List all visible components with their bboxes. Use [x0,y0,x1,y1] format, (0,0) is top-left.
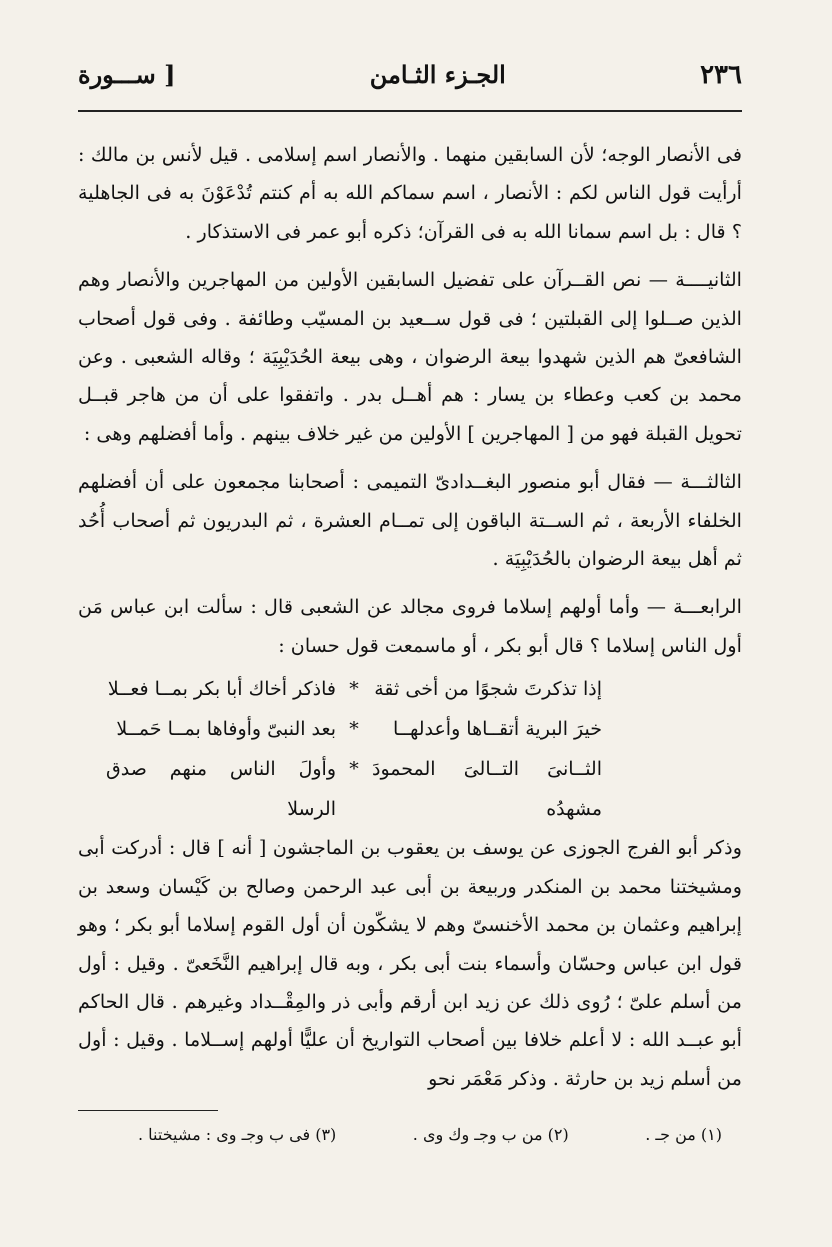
verse-first-hemistich: خيرَ البرية أتقــاها وأعدلهــا [393,718,602,741]
main-text [78,136,742,1098]
footnote-3: (٣) فى ب وجـ وى : مشيختنا . [138,1125,337,1145]
footnote-divider [78,1110,218,1111]
verse-second-hemistich: فاذكر أخاك أبا بكر بمــا فعــلا [107,678,336,701]
page-number: ٢٣٦ [700,60,742,90]
closing-paragraph: وذكر أبو الفرج الجوزى عن يوسف بن يعقوب بن الماجشون [ أنه ] قال : أدركت أبى ومشيختنا محمد بن المنكدر وربيعة بن أبى عبد الرحمن وصالح بن كَيْسان وسعد بن إبراهيم وعثمان بن محمد الأخنسىّ وهم لا يشكّون أن أول القوم إسلاما أبو بكر ؛ وهو قول ابن عباس وحسّان وأسماء بنت أبى بكر ، وبه قال إبراهيم النَّخَعىّ . وقيل : أول من أسلم علىّ ؛ رُوى ذلك عن زيد ابن أرقم وأبى ذر والمِقْــداد وغيرهم . قال الحاكم أبو عبــد الله : لا أعلم خلافا بين أصحاب التواريخ أن عليًّا أولهم إســلاما . وقيل : أول من أسلم زيد بن حارثة . وذكر مَعْمَر نحو [78,836,742,1090]
footnotes [78,1125,742,1144]
verse-first-hemistich: الثــانىَ التــالىَ المحمودَ مشهدُه [372,758,602,821]
star-separator: * [349,718,359,741]
page-header [78,60,742,112]
verse-second-hemistich: وأولَ الناس منهم صدق الرسلا [106,758,336,821]
verse-second-hemistich: بعد النبىّ وأوفاها بمــا حَمــلا [116,718,336,741]
verse-line [78,669,602,709]
verse-first-hemistich: إذا تذكرتَ شجوًا من أخى ثقة [374,678,602,701]
verse-line [78,749,602,829]
paragraph-1: فى الأنصار الوجه؛ لأن السابقين منهما . والأنصار اسم إسلامى . قيل لأنس بن مالك : أرأيت قول الناس لكم : الأنصار ، اسم سماكم الله به أم كنتم تُدْعَوْنَ به فى الجاهلية ؟ قال : بل اسم سمانا الله به فى القرآن؛ ذكره أبو عمر فى الاستذكار . [78,143,742,243]
part-title: الجـزء الثـامن [369,60,506,89]
poem [78,669,602,829]
footnote-1: (١) من جـ . [645,1125,722,1145]
paragraph-3: الثالثـــة — فقال أبو منصور البغــدادىّ التميمى : أصحابنا مجمعون على أن أفضلهم الخلفاء الأربعة ، ثم الســتة الباقون إلى تمــام العشرة ، ثم البدريون ثم أصحاب أُحُد ثم أهل بيعة الرضوان بالحُدَيْبِيَة . [78,470,742,571]
star-separator: * [349,758,359,781]
footnote-2: (٢) من ب وجـ وك وى . [412,1125,569,1145]
star-separator: * [349,678,359,701]
paragraph-4: الرابعـــة — وأما أولهم إسلاما فروى مجالد عن الشعبى قال : سألت ابن عباس مَن أول الناس إسلاما ؟ قال أبو بكر ، أو ماسمعت قول حسان : [78,595,742,657]
verse-line [78,709,602,749]
paragraph-2: الثانيــــة — نص القــرآن على تفضيل السابقين الأولين من المهاجرين والأنصار وهم الذين صــلوا إلى القبلتين ؛ فى قول ســعيد بن المسيّب وطائفة . وفى قول أصحاب الشافعىّ هم الذين شهدوا بيعة الرضوان ، وهى بيعة الحُدَيْبِيَة ؛ وقاله الشعبى . وعن محمد بن كعب وعطاء بن يسار : هم أهــل بدر . واتفقوا على أن من هاجر قبــل تحويل القبلة فهو من [ المهاجرين ] الأولين من غير خلاف بينهم . وأما أفضلهم وهى : [78,268,742,445]
surah-label: [ ســـورة [78,60,176,89]
